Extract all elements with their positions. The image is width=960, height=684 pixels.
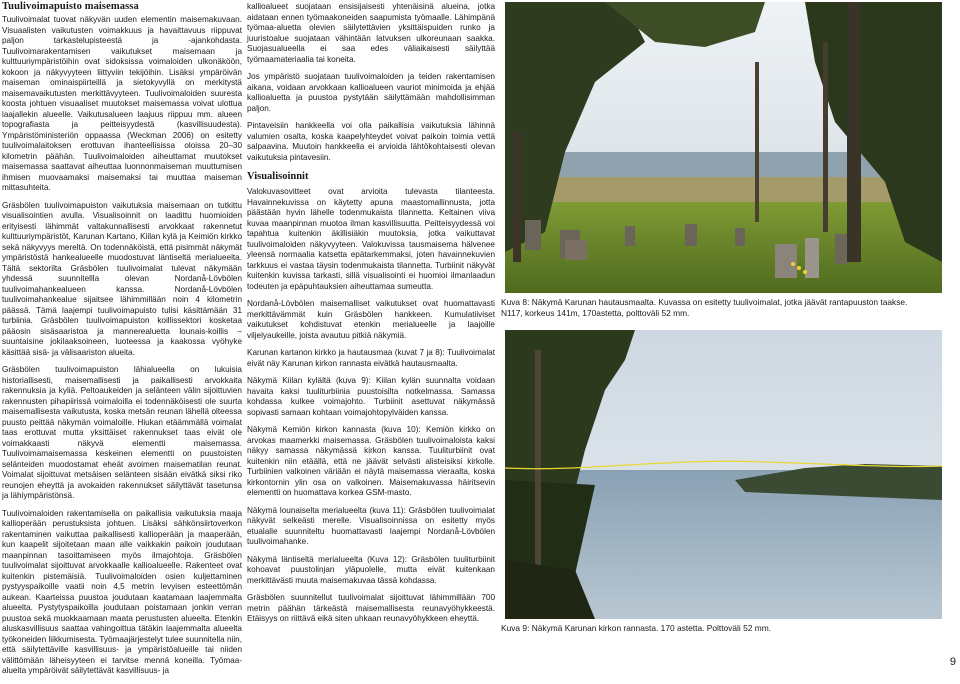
sub-heading: Visualisoinnit	[247, 171, 309, 182]
paragraph: Tuulivoimalat tuovat näkyvän uuden elementin maisemakuvaan. Visuaalisten vaikutusten voimakkuus ja havaittavuus riippuvat paljon tarkastelupisteestä ja -ajankohdasta. Tuulivoimarakentamisen vaikutukset maisemaan ja kulttuuriympäristöihin ovat sidoksissa voimaloiden ulkonäköön, kokoon ja näkyvyyteen liittyviin tekijöihin. Lisäksi ympäröivän maiseman ominaispiirteillä ja sietokyvyllä on merkitystä maisemavaikutusten merkittävyyteen. Tuulivoimaloiden suuresta koosta johtuen visuaaliset muutokset maisemassa voivat ulottua laajallekin alueelle. Vaikutusalueen laajuus riippuu mm. alueen topografiasta ja peitteisyydestä (kasvillisuudesta). Ympäristöministeriön oppaassa (Weckman 2006) on esitetty tuulivoimalaitoksen erottuvan ihanteellisissa oloissa 20–30 kilometrin päähän. Tuulivoimaloiden aiheuttamat muutokset maisemassa saattavat aiheuttaa luonnonmaiseman muuttumisen ihmisen muovaamaksi maisemaksi tai muuttaa maiseman mittasuhteita.	[2, 15, 242, 193]
paragraph: Nordanå-Lövbölen maisemalliset vaikutukset ovat huomattavasti merkittävämmät kuin Gräsbölen hankkeen. Kumulatiiviset vaikutukset kohdistuvat etenkin merialueelle ja laajoille viljelyaukeille, joista avautuu pitkiä näkymiä.	[247, 299, 495, 340]
paragraph: Gräsbölen suunnitellut tuulivoimalat sijoittuvat lähimmillään 700 metrin päähän tärkeästä maisemallisesta reunavyöhykkeestä. Etäisyys on riittävä eikä siten uhkaan reunavyöhykkeen eheyttä.	[247, 593, 495, 624]
page-number: 9	[949, 656, 956, 668]
paragraph: Gräsbölen tuulivoimapuiston vaikutuksia maisemaan on tutkittu visualisointien avulla. Visualisoinnit on laadittu huomioiden erityisesti lähimmät valtakunnallisesti arvokkaat rakennetut kulttuuriympäristöt, Karunan Kartano, Kiilan kylä ja Keimiön kirkko sekä näkyvyys mereltä. On todennäköistä, että pisimmät näkymät ympäristöstä hankealueelle muodostuvat läntiseltä merialueelta. Tältä sektorilta Gräsbölen tuulivoimalat tulevat näkymään yhdessä suunnitellla olevan Nordanå-Lövbölen tuulivoimahankealueen kanssa. Nordanå-Lövbölen tuulivoimahankealue sijaitsee lähimmillään noin 4 kilometrin päässä. Tämä laajempi tuulivoimapuisto tulisi käsittämään 31 turbiinia. Gräsbölen tuulivoimapuiston koillissektori kosketaa pääosin sisäsaaristoa ja mannerealuetta lounais-koillis –suuntaisine jokilaaksoineen, luoteessa ja kaakossa vyöhyke käsittää sisä- ja välisaariston alueita.	[2, 200, 242, 357]
paragraph: Gräsbölen tuulivoimapuiston lähialueella on lukuisia historiallisesti, maisemallisesti ja paikallisesti arvokkaita rakennuksia ja kyliä. Peltoaukeiden ja selänteen välin sijoittuvien rakennusten pihapiirissä voimaloilla ei todennäköisesti ole suurta maisemallisesta vaikutusta, koska metsän reunan lähellä olteessa puusto peittää näkymän voimaloille. Hiukan etäämmällä voimalat taas erottuvat mutta yksittäiset rakennukset taas eivät ole voimakkaasti näkyvä elementti maisemassa. Tuulivoimamaisemassa keskeinen elementti on puustoisten selänteiden muodostamat eheät avoimen maisematilan reunat. Voimalat sijoittuvat metsäisen selänteen sisään eivätkä siksi riko reunojen eheyttä ja avokaiden rakennukset säilyttävät tasetunsa ja lähiympäristönsä.	[2, 365, 242, 501]
column-2	[247, 2, 495, 632]
paragraph: kallioalueet suojataan ensisijaisesti yhtenäisinä alueina, jotka aidataan ennen työmaakoneiden saapumista työmaalle. Lähimpänä työmaa-aluetta olevien säilytettävien yksittäispuiden runko ja juuristoalue suojataan vähintään latvuksen ulkoreunaan saakka. Suojasualueella ei saa edes väliaikaisesti säilyttää työmaamateriaalia tai koneita.	[247, 2, 495, 64]
paragraph: Valokuvasovitteet ovat arvioita tulevasta tilanteesta. Havainnekuvissa on käytetty apuna maastomallinnusta, jotta päästään hyvin lähelle todenmukaista tilannetta. Keltainen viiva kuvaa maanpinnan muotoa ilman kasvillisuutta. Peitteisyydessä voi tapahtua kuitenkin äkillisiäkin muutoksia, jotka vaikuttavat tuulivoimaloiden näkyvyyteen. Valokuvissa tausmaisema hälvenee yleensä normaalia katsetta epätarkemmaksi, joten havainnekuvien tarkkuus ei vastaa täysin todenmukaista tilannetta. Turbiinit näkyvät kuitenkin kuvissa tarkasti, sillä visualisointi ei huomioi ilmanlaadun todeuten ja epäpuhtauksien aiheuttamaa sumeutta.	[247, 187, 495, 291]
paragraph: Tuulivoimaloiden rakentamisella on paikallisia vaikutuksia maaja kallioperään perustuksista johtuen. Lisäksi sähkönsiirtoverkon rakentaminen vaikuttaa paikallisesti kallioperään ja maaperään, kun kaapelit sijoitetaan maan alle vaikkakin paikoin joudutaan maanpinnan tasoittamiseen myös ilmajohtoja. Gräsbölen tuulivoimalat sijoittuvat arvokkaalle kallioalueelle. Rakenteet ovat kuitenkin pistemäisiä. Tuulivoimaloiden osien kuljettaminen pystyyspaikoille vaatii noin 4,5 metrin levyisen esteettömän aukean. Kaarteissa puustoa joudutaan kaatamaan laajemmalta alueelta. Pystytyspaikoilla joudutaan poistamaan jonkin verran puustoa sekä muokkaamaan maata perustusten alueelta. Etenkin aluskasvillisuus saattaa vahingoittua tätäkin laajemmalta alueelta työkoneiden liikkumisesta. Työmaajärjestelyt tulee suunnitella niin, että säilytettäville kasvillisuus- ja ympäristöalueille tai niiden välittömään läheisyyteen ei tarvitse mennä koneilla. Työmaa-alueita ympäröivät säilytettävät kasvillisuus- ja	[2, 508, 242, 676]
paragraph: Jos ympäristö suojataan tuulivoimaloiden ja teiden rakentamisen aikana, voidaan arvokkaan kallioalueen vauriot minimoida ja ehjää kallioaluetta ja puustoa pystytään säilyttämään mahdollisimman paljon.	[247, 72, 495, 113]
lake-photo	[505, 330, 942, 619]
paragraph: Näkymä Kiilan kylältä (kuva 9): Kiilan kylän suunnalta voidaan havaita kaksi tuuliturbiinia puustoisilta notkelmassa. Samassa kohdassa kulkee voimajohto. Turbiinit asettuvat näkymässä sopivasti samaan kohtaan voimajohtopylväiden kanssa.	[247, 376, 495, 417]
column-1	[2, 0, 242, 684]
paragraph: Näkymä lounaiselta merialueelta (kuva 11): Gräsbölen tuulivoimalat näkyvät selkeästi merelle. Visualisoinnissa on esitetty myös etualalle suunniteltu huomattavasti laajempi Nordanå-Lövbölen tuulivoimahanke.	[247, 505, 495, 547]
section-heading: Tuulivoimapuisto maisemassa	[2, 1, 139, 12]
paragraph: Näkymä Kemiön kirkon kannasta (kuva 10): Kemiön kirkko on arvokas maamerkki maisemassa. Gräsbölen tuulivoimaloista kaksi näkyy samassa näkymässä kirkon kanssa. Tuuliturbiinit ovat kuitenkin niin etäällä, että ne jäävät selvästi alisteisiksi kirkolle. Turbiinien valkoinen väriään ei näytä maisemassa vieraalta, koska kirkontornin ylin osa on valkoinen. Maisemakuvassa häiritsevin elementti on huomattava korkea GSM-masto.	[247, 425, 495, 498]
caption-photo1: Kuva 8: Näkymä Karunan hautausmaalta. Kuvassa on esitetty tuulivoimalat, jotka jäävät rantapuuston taakse. N117, korkeus 141m, 170astetta, polttoväli 52 mm.	[501, 297, 908, 318]
paragraph: Näkymä läntiseltä merialueelta (Kuva 12): Gräsbölen tuuliturbiinit kohoavat puustolinjan yläpuolelle, mutta eivät kuitenkaan merkittävästi muuta maisemakuvaa tässä kohdassa.	[247, 554, 495, 585]
cemetery-photo	[505, 2, 942, 293]
paragraph: Karunan kartanon kirkko ja hautausmaa (kuvat 7 ja 8): Tuulivoimalat eivät näy Karunan kirkon rannasta eivätkä hautausmaalta.	[247, 348, 495, 368]
caption-photo2: Kuva 9: Näkymä Karunan kirkon rannasta. 170 astetta. Polttoväli 52 mm.	[501, 623, 771, 633]
paragraph: Pintaveisiin hankkeella voi olla paikallisia vaikutuksia lähinnä valumien osalta, koska kaapelyhteydet voivat paikoin toimia vettä salpaavina. Muutoin hankkeella ei arvioida lähtökohtaisesti olevan vaikutuksia pintavesiin.	[247, 121, 495, 162]
